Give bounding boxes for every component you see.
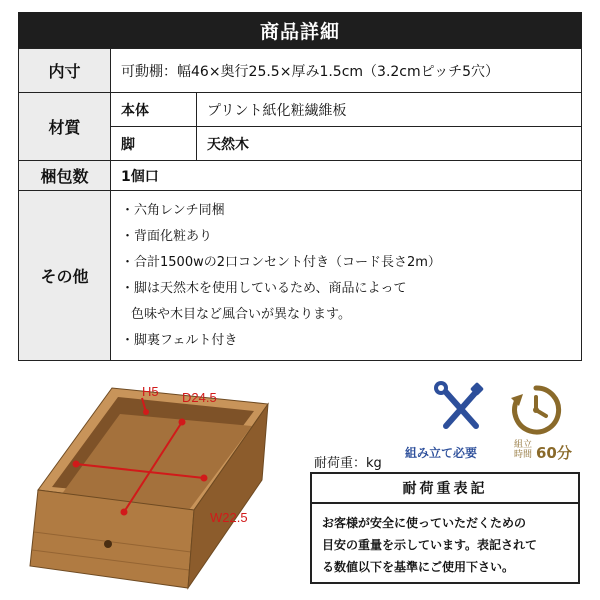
- load-text-line: 目安の重量を示しています。表記されて: [322, 538, 538, 552]
- load-text-line: お客様が安全に使っていただくための: [322, 516, 527, 530]
- spec-table: [18, 48, 582, 361]
- load-capacity-label: 耐荷重：kg: [314, 456, 382, 471]
- load-box-title: 耐荷重表記: [312, 474, 578, 504]
- body-label: 本体: [111, 93, 197, 127]
- depth-label: D24.5: [182, 390, 217, 405]
- list-item: ・合計1500wの2口コンセント付き（コード長さ2m）: [121, 254, 441, 270]
- assembly-required-label: 組み立て必要: [405, 446, 478, 460]
- list-item: ・背面化粧あり: [121, 228, 213, 244]
- load-text-line: る数値以下を基準にご使用下さい。: [322, 560, 515, 574]
- body-value: プリント紙化粧繊維板: [197, 93, 582, 127]
- assembly-time-caption: 組立時間: [514, 440, 533, 460]
- stopwatch-icon: [508, 380, 564, 436]
- size-label: 内寸: [19, 49, 111, 93]
- wrench-screwdriver-icon: [430, 380, 490, 436]
- height-label: H5: [142, 384, 159, 399]
- list-item: ・六角レンチ同梱: [121, 202, 225, 218]
- table-row: [19, 49, 582, 93]
- size-value: 可動棚：幅46×奥行25.5×厚み1.5cm（3.2cmピッチ5穴）: [111, 49, 582, 93]
- package-label: 梱包数: [19, 161, 111, 191]
- list-item: 色味や木目など風合いが異なります。: [131, 306, 351, 322]
- material-label: 材質: [19, 93, 111, 161]
- other-label: その他: [19, 191, 111, 361]
- table-row: [19, 191, 582, 361]
- load-capacity-box: [310, 472, 580, 584]
- load-box-text: [312, 504, 578, 578]
- leg-label: 脚: [111, 127, 197, 161]
- leg-value: 天然木: [197, 127, 582, 161]
- width-label: W22.5: [210, 510, 248, 525]
- table-row: [19, 161, 582, 191]
- page-title: 商品詳細: [18, 12, 582, 48]
- drawer-illustration: [16, 382, 286, 592]
- table-row: [19, 93, 582, 127]
- drawer-knob: [104, 540, 112, 548]
- list-item: ・脚裏フェルト付き: [121, 332, 238, 348]
- assembly-time-value: 60分: [536, 444, 572, 462]
- package-value: 1個口: [111, 161, 582, 191]
- list-item: ・脚は天然木を使用しているため、商品によって: [121, 280, 407, 296]
- other-notes: [111, 191, 582, 361]
